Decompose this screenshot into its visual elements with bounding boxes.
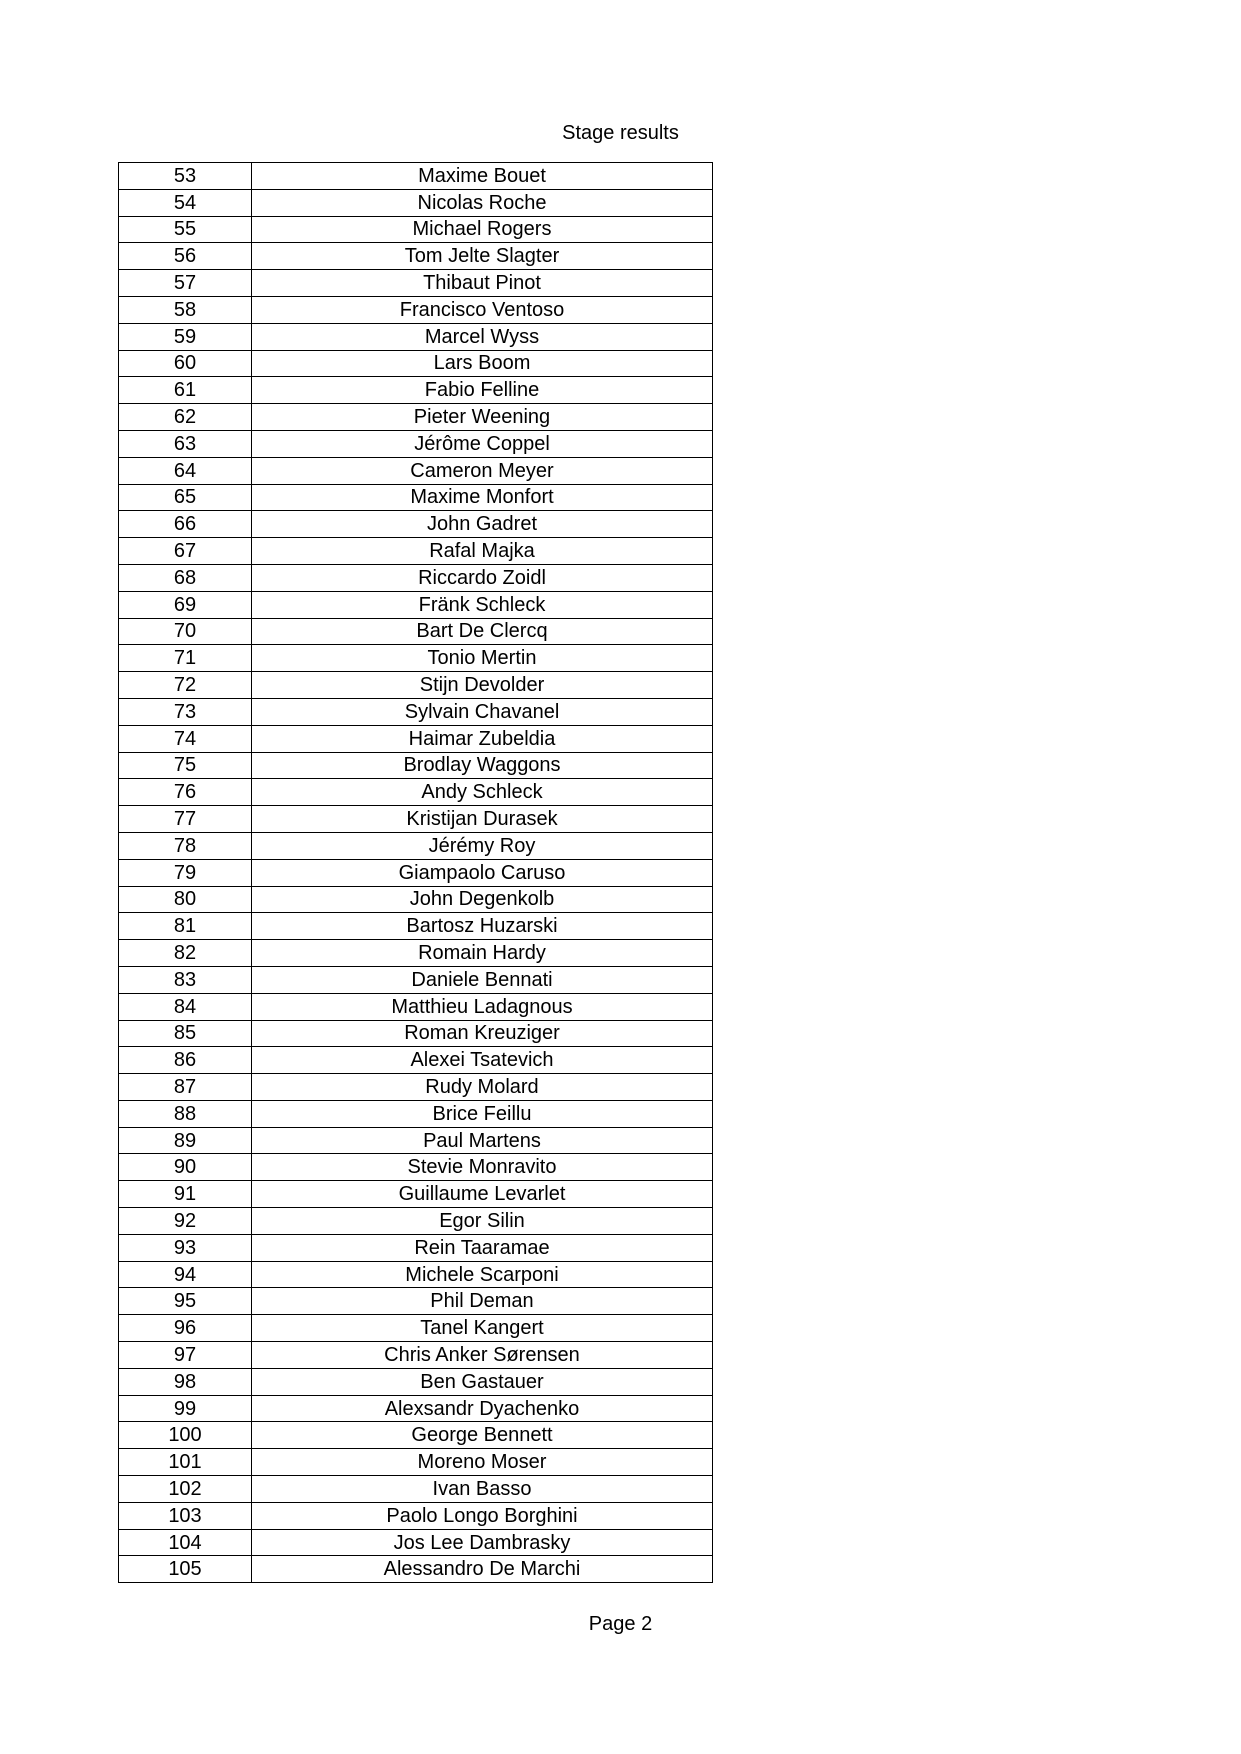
table-row [119, 1395, 713, 1422]
rider-name-cell: Tanel Kangert [252, 1315, 713, 1342]
rider-name-cell: Ivan Basso [252, 1476, 713, 1503]
rider-name-cell: Cameron Meyer [252, 457, 713, 484]
rider-name-cell: Rudy Molard [252, 1074, 713, 1101]
position-cell: 102 [119, 1476, 252, 1503]
position-cell: 78 [119, 832, 252, 859]
position-cell: 65 [119, 484, 252, 511]
rider-name-cell: Lars Boom [252, 350, 713, 377]
rider-name-cell: Moreno Moser [252, 1449, 713, 1476]
table-row [119, 859, 713, 886]
position-cell: 56 [119, 243, 252, 270]
table-row [119, 350, 713, 377]
position-cell: 68 [119, 564, 252, 591]
position-cell: 58 [119, 296, 252, 323]
position-cell: 88 [119, 1100, 252, 1127]
table-row [119, 698, 713, 725]
position-cell: 103 [119, 1502, 252, 1529]
rider-name-cell: Jérôme Coppel [252, 430, 713, 457]
position-cell: 89 [119, 1127, 252, 1154]
position-cell: 82 [119, 940, 252, 967]
table-row [119, 1476, 713, 1503]
rider-name-cell: Jérémy Roy [252, 832, 713, 859]
position-cell: 53 [119, 163, 252, 190]
rider-name-cell: Bartosz Huzarski [252, 913, 713, 940]
results-table-body [119, 163, 713, 1583]
position-cell: 91 [119, 1181, 252, 1208]
rider-name-cell: Guillaume Levarlet [252, 1181, 713, 1208]
table-row [119, 1181, 713, 1208]
position-cell: 80 [119, 886, 252, 913]
position-cell: 100 [119, 1422, 252, 1449]
position-cell: 72 [119, 672, 252, 699]
rider-name-cell: Haimar Zubeldia [252, 725, 713, 752]
table-row [119, 591, 713, 618]
table-row [119, 430, 713, 457]
rider-name-cell: Sylvain Chavanel [252, 698, 713, 725]
rider-name-cell: Michael Rogers [252, 216, 713, 243]
rider-name-cell: George Bennett [252, 1422, 713, 1449]
table-row [119, 216, 713, 243]
rider-name-cell: Stijn Devolder [252, 672, 713, 699]
position-cell: 93 [119, 1234, 252, 1261]
table-row [119, 1422, 713, 1449]
rider-name-cell: Kristijan Durasek [252, 806, 713, 833]
position-cell: 66 [119, 511, 252, 538]
position-cell: 62 [119, 404, 252, 431]
table-row [119, 377, 713, 404]
table-row [119, 484, 713, 511]
rider-name-cell: Brodlay Waggons [252, 752, 713, 779]
table-row [119, 1208, 713, 1235]
table-row [119, 1288, 713, 1315]
table-row [119, 1315, 713, 1342]
table-row [119, 296, 713, 323]
position-cell: 95 [119, 1288, 252, 1315]
rider-name-cell: Stevie Monravito [252, 1154, 713, 1181]
table-row [119, 1529, 713, 1556]
position-cell: 104 [119, 1529, 252, 1556]
table-row [119, 163, 713, 190]
position-cell: 81 [119, 913, 252, 940]
table-row [119, 1502, 713, 1529]
rider-name-cell: Maxime Bouet [252, 163, 713, 190]
position-cell: 60 [119, 350, 252, 377]
rider-name-cell: Romain Hardy [252, 940, 713, 967]
position-cell: 70 [119, 618, 252, 645]
rider-name-cell: Brice Feillu [252, 1100, 713, 1127]
rider-name-cell: Tom Jelte Slagter [252, 243, 713, 270]
rider-name-cell: Rafal Majka [252, 538, 713, 565]
rider-name-cell: Bart De Clercq [252, 618, 713, 645]
rider-name-cell: Giampaolo Caruso [252, 859, 713, 886]
rider-name-cell: Matthieu Ladagnous [252, 993, 713, 1020]
position-cell: 63 [119, 430, 252, 457]
table-row [119, 189, 713, 216]
table-row [119, 1047, 713, 1074]
table-row [119, 1127, 713, 1154]
position-cell: 84 [119, 993, 252, 1020]
position-cell: 79 [119, 859, 252, 886]
position-cell: 57 [119, 270, 252, 297]
rider-name-cell: Nicolas Roche [252, 189, 713, 216]
table-row [119, 1342, 713, 1369]
position-cell: 75 [119, 752, 252, 779]
position-cell: 73 [119, 698, 252, 725]
table-row [119, 1100, 713, 1127]
rider-name-cell: Daniele Bennati [252, 966, 713, 993]
position-cell: 55 [119, 216, 252, 243]
position-cell: 96 [119, 1315, 252, 1342]
table-row [119, 323, 713, 350]
position-cell: 64 [119, 457, 252, 484]
position-cell: 99 [119, 1395, 252, 1422]
table-row [119, 645, 713, 672]
table-row [119, 1449, 713, 1476]
rider-name-cell: Pieter Weening [252, 404, 713, 431]
position-cell: 105 [119, 1556, 252, 1583]
table-row [119, 752, 713, 779]
rider-name-cell: Paolo Longo Borghini [252, 1502, 713, 1529]
position-cell: 74 [119, 725, 252, 752]
table-row [119, 618, 713, 645]
table-row [119, 404, 713, 431]
position-cell: 87 [119, 1074, 252, 1101]
rider-name-cell: Egor Silin [252, 1208, 713, 1235]
table-row [119, 1154, 713, 1181]
rider-name-cell: Alexei Tsatevich [252, 1047, 713, 1074]
position-cell: 59 [119, 323, 252, 350]
page-footer [0, 1611, 1241, 1637]
rider-name-cell: Chris Anker Sørensen [252, 1342, 713, 1369]
table-row [119, 779, 713, 806]
position-cell: 69 [119, 591, 252, 618]
table-row [119, 993, 713, 1020]
position-cell: 54 [119, 189, 252, 216]
table-row [119, 457, 713, 484]
rider-name-cell: Jos Lee Dambrasky [252, 1529, 713, 1556]
table-row [119, 564, 713, 591]
table-row [119, 511, 713, 538]
page-title: Stage results [562, 122, 679, 144]
position-cell: 76 [119, 779, 252, 806]
table-row [119, 940, 713, 967]
rider-name-cell: Phil Deman [252, 1288, 713, 1315]
position-cell: 86 [119, 1047, 252, 1074]
position-cell: 101 [119, 1449, 252, 1476]
rider-name-cell: Fabio Felline [252, 377, 713, 404]
rider-name-cell: John Degenkolb [252, 886, 713, 913]
table-row [119, 913, 713, 940]
rider-name-cell: Alexsandr Dyachenko [252, 1395, 713, 1422]
table-row [119, 538, 713, 565]
position-cell: 97 [119, 1342, 252, 1369]
table-row [119, 1556, 713, 1583]
position-cell: 77 [119, 806, 252, 833]
table-row [119, 1234, 713, 1261]
table-row [119, 672, 713, 699]
rider-name-cell: Rein Taaramae [252, 1234, 713, 1261]
rider-name-cell: Francisco Ventoso [252, 296, 713, 323]
rider-name-cell: Ben Gastauer [252, 1368, 713, 1395]
table-row [119, 832, 713, 859]
rider-name-cell: Tonio Mertin [252, 645, 713, 672]
rider-name-cell: Thibaut Pinot [252, 270, 713, 297]
position-cell: 67 [119, 538, 252, 565]
table-row [119, 1261, 713, 1288]
page-header [0, 120, 1241, 146]
position-cell: 94 [119, 1261, 252, 1288]
table-row [119, 886, 713, 913]
position-cell: 83 [119, 966, 252, 993]
table-row [119, 270, 713, 297]
position-cell: 61 [119, 377, 252, 404]
table-row [119, 725, 713, 752]
position-cell: 98 [119, 1368, 252, 1395]
rider-name-cell: Michele Scarponi [252, 1261, 713, 1288]
table-row [119, 1074, 713, 1101]
position-cell: 71 [119, 645, 252, 672]
table-row [119, 243, 713, 270]
results-table [118, 162, 713, 1583]
table-row [119, 1368, 713, 1395]
position-cell: 92 [119, 1208, 252, 1235]
position-cell: 90 [119, 1154, 252, 1181]
table-row [119, 806, 713, 833]
rider-name-cell: Paul Martens [252, 1127, 713, 1154]
rider-name-cell: Alessandro De Marchi [252, 1556, 713, 1583]
rider-name-cell: Roman Kreuziger [252, 1020, 713, 1047]
rider-name-cell: Marcel Wyss [252, 323, 713, 350]
rider-name-cell: Maxime Monfort [252, 484, 713, 511]
rider-name-cell: John Gadret [252, 511, 713, 538]
table-row [119, 1020, 713, 1047]
page-number: Page 2 [588, 1613, 653, 1635]
table-row [119, 966, 713, 993]
position-cell: 85 [119, 1020, 252, 1047]
rider-name-cell: Andy Schleck [252, 779, 713, 806]
rider-name-cell: Fränk Schleck [252, 591, 713, 618]
rider-name-cell: Riccardo Zoidl [252, 564, 713, 591]
